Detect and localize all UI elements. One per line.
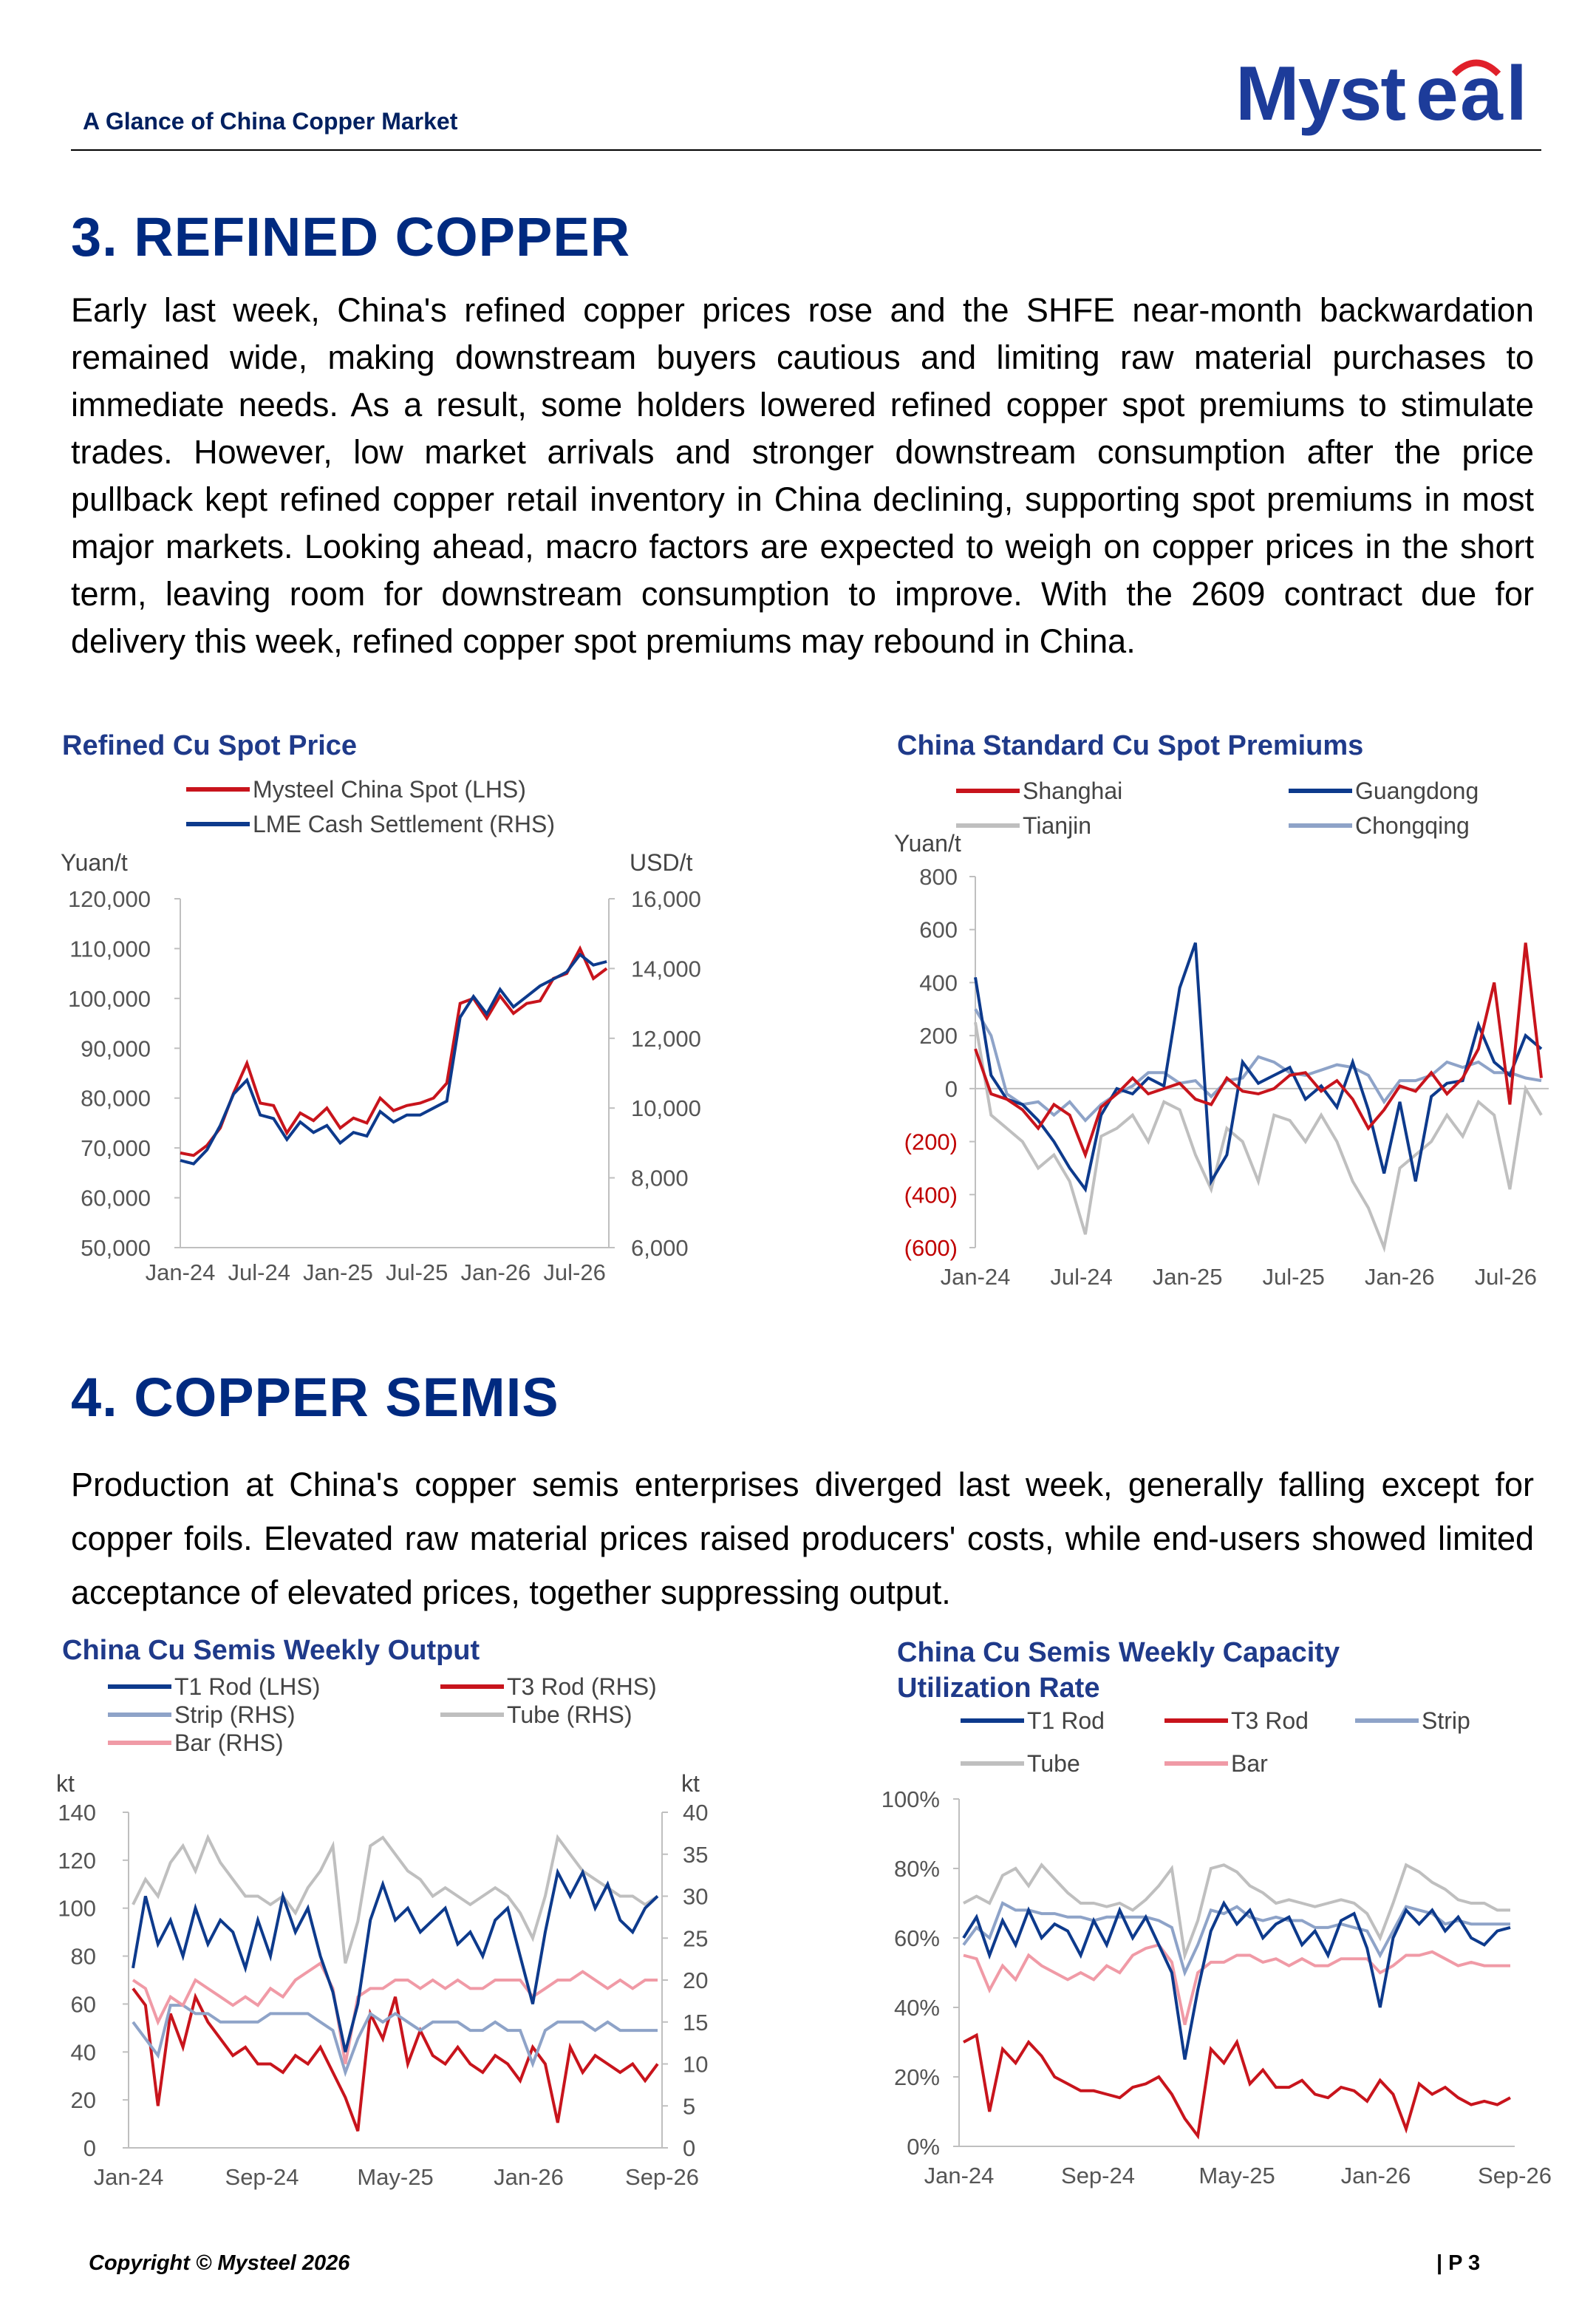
y2-tick-label: 12,000 <box>631 1025 701 1052</box>
legend-label-2: Tianjin <box>1023 812 1092 839</box>
legend-label-0: Mysteel China Spot (LHS) <box>253 776 526 803</box>
chart-title-spot-premiums: China Standard Cu Spot Premiums <box>897 730 1364 761</box>
copyright-notice: Copyright © Mysteel 2026 <box>89 2251 350 2275</box>
x-tick-label: Jul-24 <box>228 1259 290 1285</box>
y2-tick-label: 15 <box>683 2009 709 2035</box>
y2-tick-label: 5 <box>683 2093 696 2120</box>
y-tick-label: 60 <box>70 1991 96 2018</box>
y2-tick-label: 10 <box>683 2051 709 2078</box>
y-tick-label: 40 <box>70 2039 96 2066</box>
y2-tick-label: 14,000 <box>631 956 701 982</box>
y-tick-label: 90,000 <box>81 1035 151 1062</box>
x-tick-label: Jan-26 <box>1364 1264 1435 1290</box>
svg-text:a: a <box>1460 52 1503 137</box>
legend-label-0: T1 Rod <box>1027 1707 1105 1734</box>
report-title: A Glance of China Copper Market <box>83 108 458 135</box>
legend-label-0: T1 Rod (LHS) <box>174 1673 321 1700</box>
x-tick-label: Jan-26 <box>494 2164 564 2190</box>
y-axis-unit-right: kt <box>681 1770 700 1797</box>
y-tick-label: (200) <box>904 1129 958 1155</box>
chart-title-semis-utilization: China Cu Semis Weekly Capacity Utilization Rate <box>897 1637 1340 1704</box>
y-tick-label: 120 <box>58 1847 96 1874</box>
y-tick-label: 120,000 <box>67 886 151 912</box>
section-title-copper-semis: 4. COPPER SEMIS <box>71 1367 559 1428</box>
legend-label-4: Bar (RHS) <box>174 1730 284 1756</box>
x-tick-label: Jul-26 <box>1474 1264 1538 1290</box>
legend-label-3: Chongqing <box>1355 812 1470 839</box>
legend-label-3: Tube (RHS) <box>507 1701 632 1728</box>
y2-tick-label: 6,000 <box>631 1235 689 1261</box>
series-line-3 <box>133 1837 658 1963</box>
svg-text:e: e <box>1416 52 1459 137</box>
series-line-china-spot <box>180 948 607 1155</box>
x-tick-label: Jan-24 <box>940 1264 1011 1290</box>
y2-tick-label: 20 <box>683 1967 709 1993</box>
section-title-refined-copper: 3. REFINED COPPER <box>71 206 631 268</box>
svg-text:Myst: Myst <box>1235 52 1405 137</box>
y-tick-label: 140 <box>58 1800 96 1826</box>
y2-tick-label: 40 <box>683 1800 709 1826</box>
y-tick-label: 50,000 <box>81 1235 151 1261</box>
series-line-tube <box>964 1865 1510 1955</box>
y-tick-label: 800 <box>919 864 958 890</box>
y-tick-label: 20 <box>70 2087 96 2114</box>
mysteel-logo <box>1232 52 1550 148</box>
y2-tick-label: 10,000 <box>631 1095 701 1122</box>
series-line-1 <box>133 1988 658 2131</box>
y-tick-label: 70,000 <box>81 1135 151 1162</box>
x-tick-label: Jan-25 <box>1152 1264 1223 1290</box>
y-axis-unit-right: USD/t <box>630 849 693 876</box>
x-tick-label: Sep-26 <box>1478 2163 1552 2188</box>
series-line-shanghai <box>975 943 1541 1155</box>
x-tick-label: Jan-26 <box>460 1259 531 1285</box>
legend-label-1: T3 Rod <box>1231 1707 1309 1734</box>
legend-label-2: Strip <box>1422 1707 1470 1734</box>
y-tick-label: 400 <box>919 970 958 996</box>
x-tick-label: Sep-24 <box>1061 2163 1135 2188</box>
y-tick-label: 80,000 <box>81 1085 151 1112</box>
copper-semis-paragraph: Production at China's copper semis enterprises diverged last week, generally falling except for copper foils. Elevated raw material prices raised producers' costs, while end-users showed limited acceptance of elevated prices, together suppressing output. <box>71 1466 1534 1611</box>
x-tick-label: Jan-24 <box>145 1259 216 1285</box>
refined-copper-paragraph: Early last week, China's refined copper prices rose and the SHFE near-month backwardation remained wide, making downstream buyers cautious and limiting raw material purchases to immediate needs. As a result, some holders lowered refined copper spot premiums to stimulate trades. However, low market arrivals and stronger downstream consumption after the price pullback kept refined copper retail inventory in China declining, supporting spot premiums in most major markets. Looking ahead, macro factors are expected to weigh on copper prices in the short term, leaving room for downstream consumption to improve. With the 2609 contract due for delivery this week, refined copper spot premiums may rebound in China. <box>71 291 1534 660</box>
spot-price-chart <box>44 769 739 1305</box>
x-tick-label: Sep-26 <box>625 2164 699 2190</box>
y-tick-label: 200 <box>919 1023 958 1050</box>
chart-title-spot-price: Refined Cu Spot Price <box>62 730 358 761</box>
y2-tick-label: 30 <box>683 1883 709 1910</box>
y-tick-label: 0 <box>944 1075 958 1102</box>
y2-tick-label: 25 <box>683 1925 709 1952</box>
legend-label-1: LME Cash Settlement (RHS) <box>253 811 556 837</box>
y-tick-label: 0 <box>83 2135 96 2161</box>
x-tick-label: Jul-26 <box>543 1259 606 1285</box>
y-tick-label: 100,000 <box>67 985 151 1012</box>
legend-label-3: Tube <box>1027 1750 1080 1777</box>
y-tick-label: 600 <box>919 916 958 943</box>
y2-tick-label: 0 <box>683 2135 696 2161</box>
y-tick-label: 60% <box>893 1925 940 1951</box>
y-tick-label: 20% <box>893 2064 940 2090</box>
y-tick-label: (400) <box>904 1182 958 1208</box>
y-tick-label: 80% <box>893 1856 940 1882</box>
y2-tick-label: 8,000 <box>631 1165 689 1191</box>
x-tick-label: Jul-25 <box>1262 1264 1325 1290</box>
y-tick-label: 100% <box>881 1786 940 1812</box>
y-axis-unit: Yuan/t <box>894 830 961 857</box>
chart-title-semis-output: China Cu Semis Weekly Output <box>62 1635 480 1666</box>
x-tick-label: Sep-24 <box>225 2164 299 2190</box>
x-tick-label: Jan-25 <box>303 1259 373 1285</box>
x-tick-label: May-25 <box>1198 2163 1275 2188</box>
x-tick-label: Jan-26 <box>1340 2163 1411 2188</box>
page-number: | P 3 <box>1436 2251 1481 2275</box>
series-line-lme-cash <box>180 955 607 1164</box>
y-tick-label: 0% <box>907 2134 940 2160</box>
legend-label-1: T3 Rod (RHS) <box>507 1673 657 1700</box>
y-tick-label: 110,000 <box>69 936 151 962</box>
series-line-t3-rod <box>964 2035 1510 2136</box>
x-tick-label: Jul-25 <box>385 1259 449 1285</box>
x-tick-label: May-25 <box>357 2164 434 2190</box>
series-line-bar <box>964 1945 1510 2024</box>
semis-output-chart <box>44 1670 739 2206</box>
x-tick-label: Jul-24 <box>1050 1264 1113 1290</box>
header-divider <box>71 149 1541 151</box>
y2-tick-label: 35 <box>683 1841 709 1868</box>
y-tick-label: 80 <box>70 1943 96 1970</box>
legend-label-0: Shanghai <box>1023 778 1123 804</box>
x-tick-label: Jan-24 <box>93 2164 164 2190</box>
svg-text:l: l <box>1506 52 1527 137</box>
y-tick-label: 100 <box>58 1895 96 1922</box>
y-tick-label: 40% <box>893 1995 940 2021</box>
legend-label-1: Guangdong <box>1355 778 1479 804</box>
y-axis-unit-left: Yuan/t <box>61 849 128 876</box>
series-line-t1-rod <box>964 1903 1510 2060</box>
semis-utilization-chart <box>872 1704 1566 2211</box>
legend-label-2: Strip (RHS) <box>174 1701 296 1728</box>
y-axis-unit-left: kt <box>56 1770 75 1797</box>
legend-label-4: Bar <box>1231 1750 1268 1777</box>
spot-premiums-chart <box>872 769 1566 1305</box>
y-tick-label: (600) <box>904 1235 958 1261</box>
series-line-chongqing <box>975 1009 1541 1120</box>
y2-tick-label: 16,000 <box>631 886 701 912</box>
y-tick-label: 60,000 <box>81 1185 151 1211</box>
x-tick-label: Jan-24 <box>924 2163 995 2188</box>
